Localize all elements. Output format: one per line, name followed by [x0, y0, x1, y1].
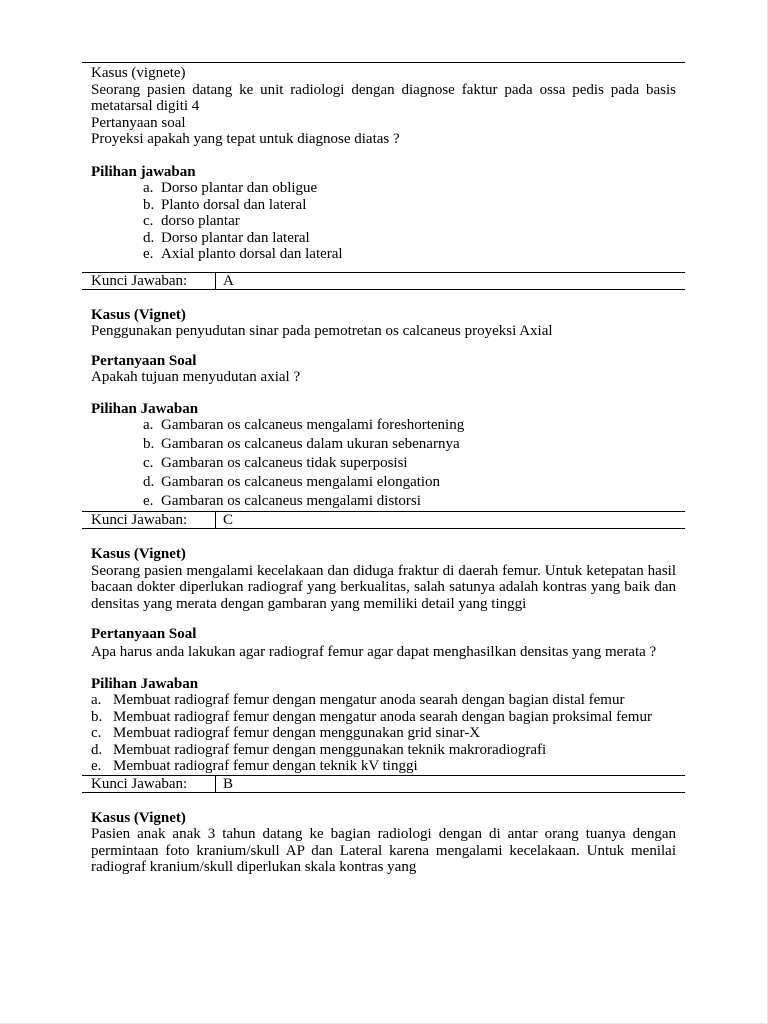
question-block-1 — [82, 63, 685, 269]
option-b: b. Gambaran os calcaneus dalam ukuran sebenarnya — [143, 435, 460, 452]
answer-key-value: A — [223, 272, 234, 289]
option-d: d. Dorso plantar dan lateral — [143, 229, 310, 246]
options-label: Pilihan Jawaban — [91, 400, 199, 417]
answer-key-value: B — [223, 775, 234, 792]
option-c: c. Membuat radiograf femur dengan menggunakan grid sinar-X — [91, 725, 481, 742]
answer-key-value: C — [223, 512, 234, 529]
question-table — [82, 62, 685, 876]
option-a: a. Gambaran os calcaneus mengalami foreshortening — [143, 417, 465, 433]
option-c: c. dorso plantar — [143, 213, 240, 229]
answer-key-label: Kunci Jawaban: — [82, 512, 216, 528]
option-c: c. Gambaran os calcaneus tidak superposisi — [143, 454, 408, 471]
answer-key-row — [82, 512, 685, 528]
case-label: Kasus (vignete) — [91, 65, 186, 81]
question-block-2 — [82, 290, 685, 510]
option-d: d. Membuat radiograf femur dengan menggunakan teknik makroradiografi — [91, 741, 547, 758]
option-e: e. Gambaran os calcaneus mengalami distorsi — [143, 492, 421, 509]
case-label: Kasus (Vignet) — [91, 546, 186, 563]
option-b: b. Membuat radiograf femur dengan mengatur anoda searah dengan bagian proksimal femur — [91, 708, 652, 725]
question-block-4 — [82, 793, 685, 876]
options-label: Pilihan jawaban — [91, 163, 196, 180]
question-label: Pertanyaan Soal — [91, 626, 197, 643]
question-label: Pertanyaan soal — [91, 114, 186, 131]
case-text: Pasien anak anak 3 tahun datang ke bagian radiologi dengan di antar orang tuanya dengan permintaan foto kranium/skull AP dan Lateral karena mengalami kecelakaan. Untuk menilai radiograf kranium/skull diperlukan skala kontras yang — [91, 826, 676, 876]
options-list — [91, 180, 676, 263]
case-text: Seorang pasien mengalami kecelakaan dan diduga fraktur di daerah femur. Untuk ketepatan hasil bacaan dokter diperlukan radiograf yang berkualitas, salah satunya adalah kontras yang baik dan densitas yang merata dengan gambaran yang memiliki detail yang tinggi — [91, 562, 676, 612]
option-a: a. Membuat radiograf femur dengan mengatur anoda searah dengan bagian distal femur — [91, 692, 625, 709]
case-label: Kasus (Vignet) — [91, 306, 186, 323]
answer-key-label: Kunci Jawaban: — [82, 776, 216, 792]
question-text: Proyeksi apakah yang tepat untuk diagnose diatas ? — [91, 131, 400, 147]
question-label: Pertanyaan Soal — [91, 352, 197, 369]
question-text: Apa harus anda lakukan agar radiograf femur agar dapat menghasilkan densitas yang merata ? — [91, 643, 657, 660]
option-d: d. Gambaran os calcaneus mengalami elongation — [143, 473, 441, 490]
case-text: Seorang pasien datang ke unit radiologi dengan diagnose faktur pada ossa pedis pada basis metatarsal digiti 4 — [91, 81, 676, 114]
options-list — [91, 417, 676, 509]
option-b: b. Planto dorsal dan lateral — [143, 196, 307, 213]
options-list — [91, 692, 676, 775]
answer-key-row — [82, 273, 685, 289]
option-a: a. Dorso plantar dan obligue — [143, 180, 318, 196]
option-e: e. Axial planto dorsal dan lateral — [143, 246, 343, 262]
case-text: Penggunakan penyudutan sinar pada pemotretan os calcaneus proyeksi Axial — [91, 323, 553, 339]
answer-key-row — [82, 776, 685, 792]
option-e: e. Membuat radiograf femur dengan teknik kV tinggi — [91, 758, 418, 775]
question-block-3 — [82, 529, 685, 775]
case-label: Kasus (Vignet) — [91, 809, 186, 826]
question-text: Apakah tujuan menyudutan axial ? — [91, 369, 301, 385]
options-label: Pilihan Jawaban — [91, 675, 199, 692]
answer-key-label: Kunci Jawaban: — [82, 273, 216, 289]
